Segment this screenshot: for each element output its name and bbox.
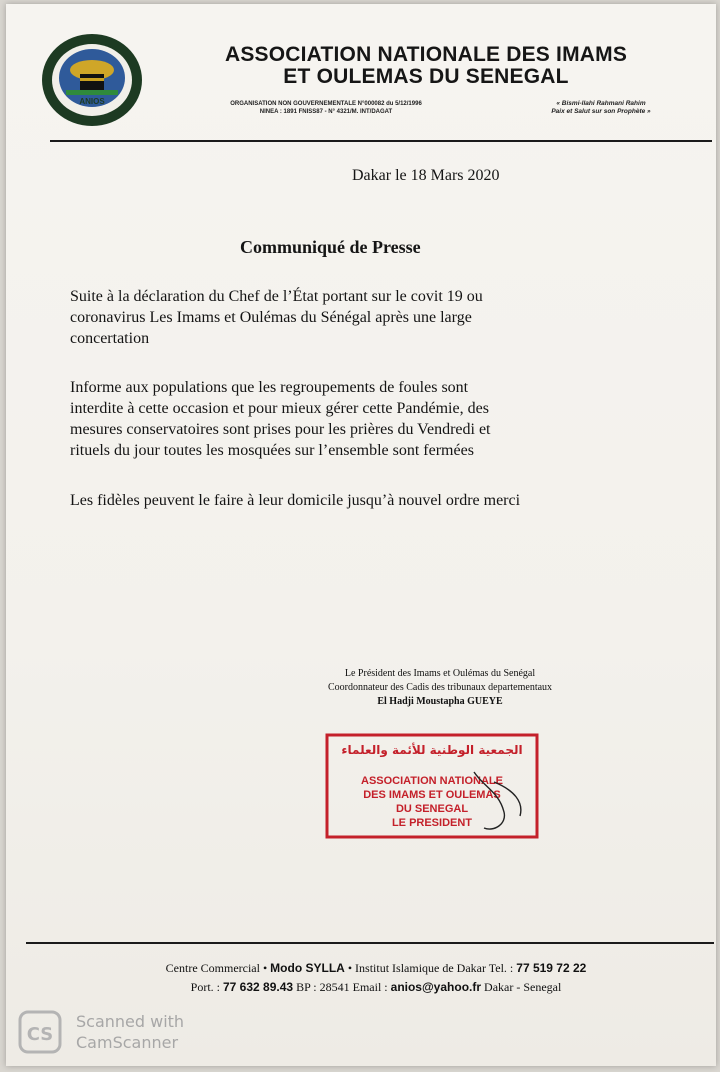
signatory-name: El Hadji Moustapha GUEYE bbox=[377, 696, 503, 707]
footer-email: anios@yahoo.fr bbox=[390, 980, 482, 994]
stamp-line1: ASSOCIATION NATIONALE bbox=[361, 775, 503, 787]
footer-telephone: 77 519 72 22 bbox=[516, 961, 587, 975]
association-logo bbox=[40, 32, 144, 128]
org-title-line2: ET OULEMAS DU SENEGAL bbox=[283, 65, 569, 88]
motto-line2: Paix et Salut sur son Prophète » bbox=[551, 108, 651, 115]
registration-line2: NINEA : 1891 FNISS87 - N° 4321/M. INT/DAGAT bbox=[259, 109, 393, 115]
footer-center-name: Modo SYLLA bbox=[270, 961, 345, 975]
motto-line1: « Bismi-llahi Rahmani Rahim bbox=[556, 100, 646, 107]
logo-text: ANIOS bbox=[79, 97, 105, 106]
motto bbox=[506, 100, 696, 116]
camscanner-logo-icon bbox=[18, 1010, 62, 1054]
camscanner-badge-text: CS bbox=[26, 1024, 54, 1045]
signature-block bbox=[270, 667, 610, 709]
camscanner-watermark-text: Scanned with CamScanner bbox=[76, 1012, 185, 1052]
footer-mobile: 77 632 89.43 bbox=[223, 980, 294, 994]
footer-line2 bbox=[46, 978, 706, 997]
footer-city: Dakar - Senegal bbox=[481, 980, 562, 994]
footer-po-box: BP : 28541 Email : bbox=[293, 980, 391, 994]
letter-date: Dakar le 18 Mars 2020 bbox=[352, 167, 500, 184]
header-divider bbox=[50, 140, 712, 142]
official-stamp bbox=[324, 732, 540, 840]
footer-contact bbox=[46, 959, 706, 997]
press-release-title: Communiqué de Presse bbox=[240, 237, 421, 257]
footer-line1 bbox=[46, 959, 706, 978]
footer-port-label: Port. : bbox=[190, 980, 223, 994]
signatory-title-2: Coordonnateur des Cadis des tribunaux departementaux bbox=[327, 682, 553, 693]
footer-institute: • Institut Islamique de Dakar Tel. : bbox=[344, 961, 517, 975]
stamp-line4: LE PRESIDENT bbox=[391, 817, 473, 829]
footer-divider bbox=[26, 942, 714, 944]
registration-line1: ORGANISATION NON GOUVERNEMENTALE N°000082 du 5/12/1996 bbox=[230, 101, 422, 107]
organization-name bbox=[156, 44, 696, 88]
stamp-line3: DU SENEGAL bbox=[395, 803, 469, 815]
paragraph-1: Suite à la déclaration du Chef de l’État portant sur le covit 19 ou coronavirus Les Imams et Oulémas du Sénégal après une large concertation bbox=[70, 288, 483, 347]
stamp-line2: DES IMAMS ET OULEMAS bbox=[363, 789, 501, 801]
footer-location: Centre Commercial • bbox=[165, 961, 271, 975]
org-title-line1: ASSOCIATION NATIONALE DES IMAMS bbox=[224, 43, 628, 66]
paragraph-2: Informe aux populations que les regroupements de foules sont interdite à cette occasion et pour mieux gérer cette Pandémie, des mesures conservatoires sont prises pour les prières du Vendredi et rituels du jour toutes les mosquées sur l’ensemble sont fermées bbox=[70, 379, 491, 459]
document-page bbox=[6, 4, 716, 1066]
registration-info bbox=[156, 100, 496, 116]
signatory-title-1: Le Président des Imams et Oulémas du Senégal bbox=[344, 668, 536, 679]
stamp-arabic: الجمعية الوطنية للأئمة والعلماء bbox=[341, 743, 523, 757]
paragraph-3: Les fidèles peuvent le faire à leur domicile jusqu’à nouvel ordre merci bbox=[70, 492, 521, 509]
